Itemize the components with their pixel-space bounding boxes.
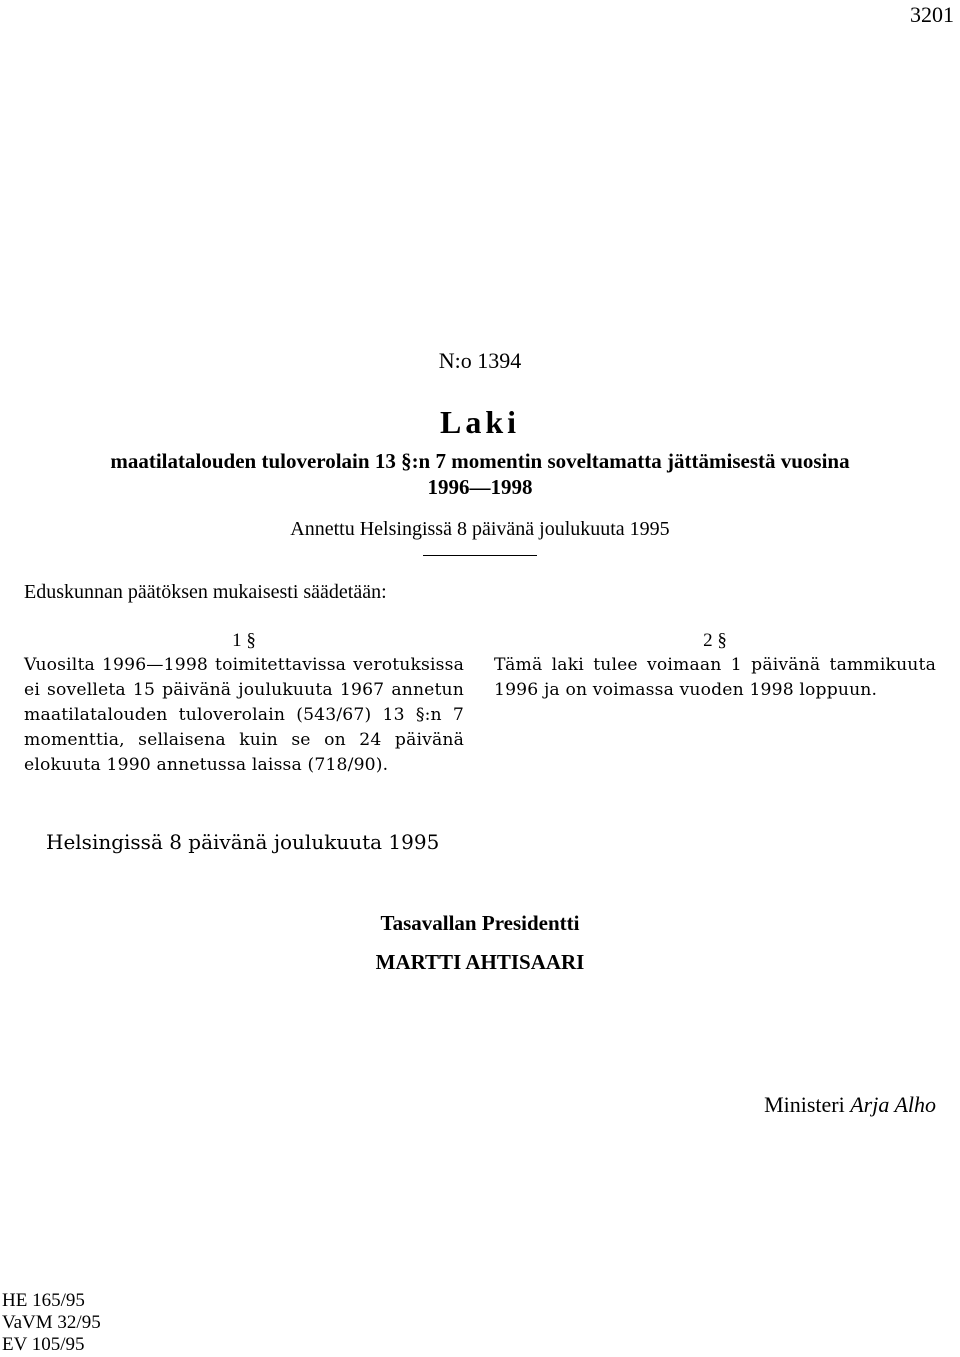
minister-name: Arja Alho bbox=[850, 1092, 936, 1117]
reference-item: HE 165/95 bbox=[2, 1290, 85, 1311]
law-number: N:o 1394 bbox=[438, 348, 522, 373]
section-number: 2 § bbox=[703, 630, 727, 651]
signed-place-date: Helsingissä 8 päivänä joulukuuta 1995 bbox=[46, 830, 440, 854]
references bbox=[2, 1290, 101, 1356]
divider bbox=[423, 555, 537, 556]
law-title-line: maatilatalouden tuloverolain 13 §:n 7 momentin soveltamatta jättämisestä vuosina bbox=[110, 449, 850, 473]
issued-statement: Annettu Helsingissä 8 päivänä joulukuuta 1995 bbox=[290, 518, 670, 540]
reference-item: EV 105/95 bbox=[2, 1334, 85, 1355]
minister-title: Ministeri bbox=[764, 1092, 845, 1117]
law-title-line: 1996—1998 bbox=[427, 475, 533, 499]
section-2 bbox=[494, 628, 936, 703]
section-number: 1 § bbox=[232, 630, 256, 651]
section-text: Vuosilta 1996—1998 toimitettavissa verotuksissa ei sovelleta 15 päivänä joulukuuta 1967 annetun maatilatalouden tuloverolain (543/67) 13 §:n 7 momenttia, sellaisena kuin se on 24 päivänä elokuuta 1990 annetussa laissa (718/90). bbox=[24, 655, 464, 775]
page-number: 3201 bbox=[910, 2, 954, 27]
president-name: MARTTI AHTISAARI bbox=[375, 950, 585, 974]
reference-item: VaVM 32/95 bbox=[2, 1312, 101, 1333]
preamble: Eduskunnan päätöksen mukaisesti säädetään: bbox=[24, 581, 387, 603]
section-text: Tämä laki tulee voimaan 1 päivänä tammikuuta 1996 ja on voimassa vuoden 1998 loppuun. bbox=[494, 655, 936, 700]
section-1 bbox=[24, 628, 464, 778]
law-heading: Laki bbox=[439, 404, 521, 440]
law-title bbox=[60, 448, 900, 500]
minister-signature bbox=[764, 1092, 936, 1118]
president-title: Tasavallan Presidentti bbox=[380, 911, 580, 935]
